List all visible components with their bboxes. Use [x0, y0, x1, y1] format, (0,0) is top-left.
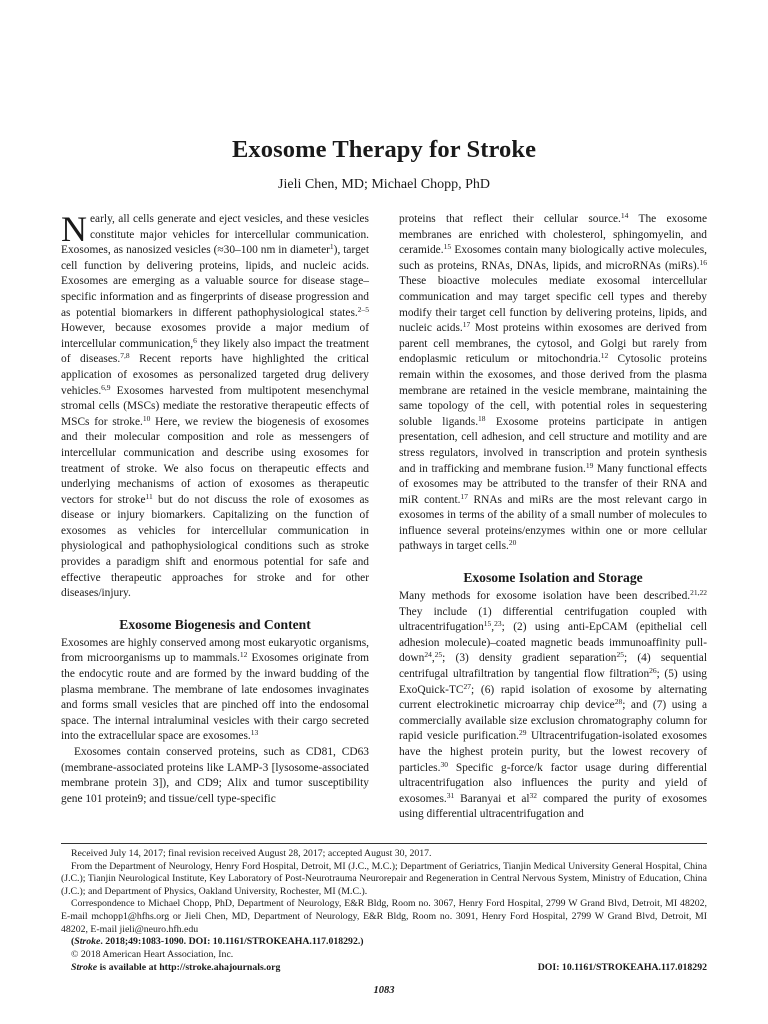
page-number: 1083	[373, 985, 395, 996]
left-column	[61, 209, 369, 807]
footnote-correspondence: Correspondence to Michael Chopp, PhD, Department of Neurology, E&R Bldg, Room no. 3067, Henry Ford Hospital, 2799 W Grand Blvd, Detroit, MI 48202, E-mail mchopp1@hfhs.org or Jieli Chen, MD, Department of Neurology, E&R Bldg, Room no. 3091, Henry Ford Hospital, 2799 W Grand Blvd, Detroit, MI 48202, E-mail jieli@neuro.hfh.edu	[61, 898, 707, 935]
drop-cap: N	[61, 209, 87, 249]
article-authors: Jieli Chen, MD; Michael Chopp, PhD	[278, 177, 490, 192]
footnote-received: Received July 14, 2017; final revision received August 28, 2017; accepted August 30, 2017.	[71, 848, 432, 859]
footnote-copyright: © 2018 American Heart Association, Inc.	[71, 948, 234, 960]
right-column	[399, 212, 707, 823]
footer-doi[interactable]: DOI: 10.1161/STROKEAHA.117.018292	[537, 962, 707, 973]
citation-open-paren: (	[71, 936, 75, 948]
footnote-affiliations: From the Department of Neurology, Henry Ford Hospital, Detroit, MI (J.C., M.C.); Department of Geriatrics, Tianjin Medical University General Hospital, China (J.C.); Tianjin Neurological Institute, Key Laboratory of Post-Neurotrauma Neurorepair and Regeneration in Central Nervous System, Ministry of Education, China (J.C.); and Department of Physics, Oakland University, Rochester, MI (M.C.).	[61, 860, 707, 897]
section-heading-isolation: Exosome Isolation and Storage	[463, 570, 643, 586]
citation-journal: Stroke	[74, 936, 101, 948]
intro-paragraph	[61, 209, 369, 602]
article-title: Exosome Therapy for Stroke	[231, 136, 537, 163]
footer-availability-text: is available at http://stroke.ahajournals.org	[97, 962, 281, 973]
footnote-divider	[61, 843, 707, 844]
footnotes	[61, 848, 707, 961]
biogenesis-paragraph-2: Exosomes contain conserved proteins, such as CD81, CD63 (membrane-associated proteins like LAMP-3 [lysosome-associated membrane protein 3]), and CD9; Alix and tumor susceptibility gene 101 protein9; and tissue/cell type-specific	[61, 746, 369, 805]
biogenesis-paragraph-2-continued: proteins that reflect their cellular source.$^{14}$ The exosome membranes are enriched with cholesterol, sphingomyelin, and ceramide.$^{15}$ Exosomes contain many biologically active molecules, such as proteins, RNAs, DNAs, lipids, and microRNAs (miRs).$^{16}$ These bioactive molecules mediate exosomal intercellular communication and may target specific cell types and thereby modify their target cell function by delivering proteins, lipids, and nucleic acids.$^{17}$ Most proteins within exosomes are derived from parent cell membranes, the cytosol, and Golgi but rarely from endoplasmic reticulum or mitochondria.$^{12}$ Cytosolic proteins remain within the exosomes, and those derived from the plasma membrane are retained in the vesicle membrane, maintaining the same topology of the cell, with potential roles in sequestering soluble ligands.$^{18}$ Exosome proteins participate in antigen presentation, cell adhesion, and cell structure and motility and are stress regulators, involved in transcription and protein synthesis and in trafficking and membrane fusion.$^{19}$ Many functional effects of exosomes may be attributed to the transfer of their RNA and miR content.$^{17}$ RNAs and miRs are the most relevant cargo in exosomes in terms of the ability of a small number of molecules to influence several proteins/enzymes within one or more cellular pathways in target cells.$^{20}$	[399, 211, 707, 553]
isolation-paragraph-1: Many methods for exosome isolation have been described.$^{21,22}$ They include (1) differential centrifugation coupled with ultracentrifugation$^{15}$,$^{23}$; (2) using anti-EpCAM (epithelial cell adhesion molecule)–coated magnetic beads immunoaffinity pull-down$^{24}$,$^{25}$; (3) density gradient separation$^{25}$; (4) sequential centrifugal ultrafiltration by tangential flow filtration$^{26}$; (5) using ExoQuick-TC$^{27}$; (6) rapid isolation of exosome by alternating current electrokinetic microarray chip device$^{28}$; and (7) using a commercially available size exclusion chromatography column for rapid vesicle purification.$^{29}$ Ultracentrifugation-isolated exosomes have the highest protein purity, but the lowest recovery of particles.$^{30}$ Specific g-force/k factor usage during differential ultracentrifugation also influences the purity and yield of exosomes.$^{31}$ Baranyai et $al^{32}$ compared the purity of exosomes using differential ultracentrifugation and	[399, 588, 708, 821]
section-heading-biogenesis: Exosome Biogenesis and Content	[119, 616, 311, 632]
biogenesis-paragraph-1: Exosomes are highly conserved among most eukaryotic organisms, from microorganisms up to mammals.$^{12}$ Exosomes originate from the endocytic route and are formed by the inward budding of the plasma membrane. The membrane of late endosomes invaginates and forms small vesicles that are pinched off into the endosomal space. The internal intraluminal vesicles with their cargo secreted into the extracellular space are exosomes.$^{13}$	[61, 636, 369, 743]
intro-text: early, all cells generate and eject vesicles, and these vesicles constitute major vehicles for intercellular communication. Exosomes, as nanosized vesicles (≈30–100 nm in diameter$^1$), target cell function by delivering proteins, lipids, and nucleic acids. Exosomes are emerging as a valuable source for disease stage–specific information and as fingerprints of disease progression and as potential biomarkers in different pathophysiological states.$^{2-5}$ However, because exosomes provide a major medium of intercellular communication,$^6$ they likely also impact the treatment of diseases.$^{7,8}$ Recent reports have highlighted the critical application of exosomes as personalized targeted drug delivery vehicles.$^{6,9}$ Exosomes harvested from multipotent mesenchymal stromal cells (MSCs) mediate the restorative therapeutic effects of MSCs for stroke.$^{10}$ Here, we review the biogenesis of exosomes and their molecular composition and role as messengers of intercellular communication and describe using exosomes for treatment of stroke. We also focus on therapeutic effects and underlying mechanisms of action of exosomes as therapeutic vectors for stroke$^{11}$ but do not discuss the role of exosomes as disease or injury biomarkers. Capitalizing on the function of exosomes as vehicles for intercellular communication in physiological and pathophysiological conditions such as stroke provides a paradigm shift and enormous potential for safe and effective therapeutic approaches for stroke and for other diseases/injury.	[61, 213, 369, 600]
footnote-citation	[61, 936, 707, 949]
footer-journal-name: Stroke	[71, 962, 98, 973]
journal-availability[interactable]	[71, 962, 280, 975]
citation-details: . 2018;49:1083-1090. DOI: 10.1161/STROKEAHA.117.018292.)	[100, 936, 364, 948]
